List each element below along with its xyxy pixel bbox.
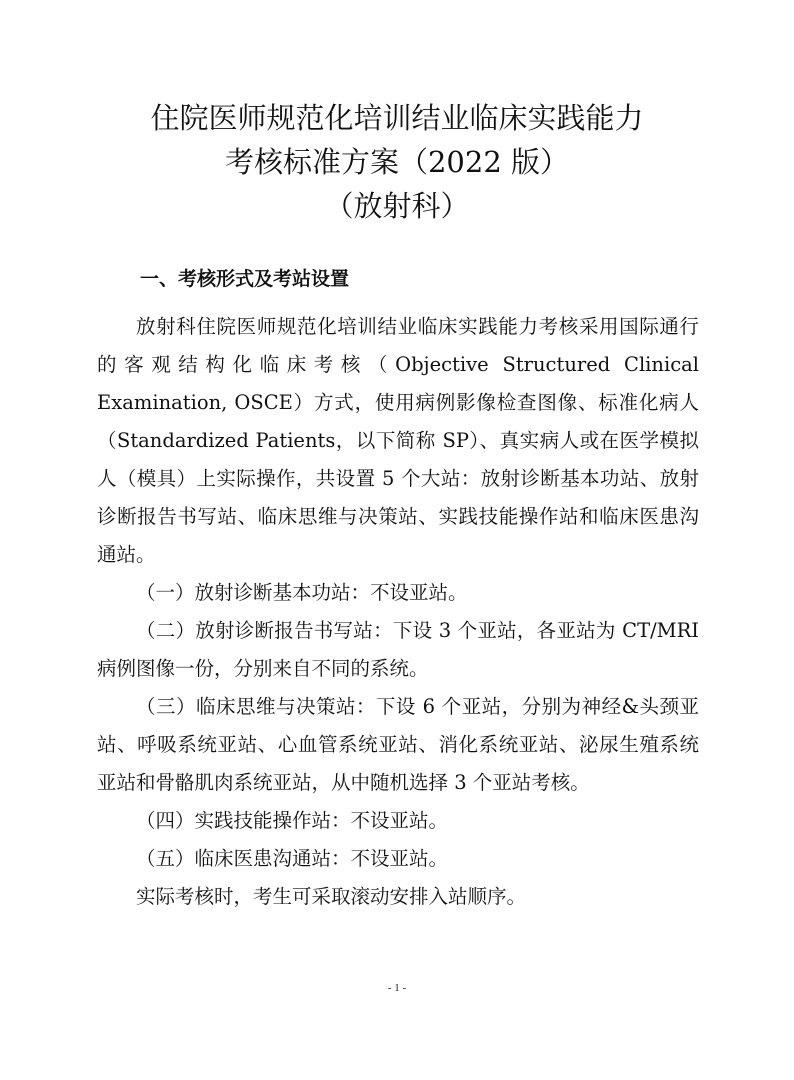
title-line-main: 住院医师规范化培训结业临床实践能力 <box>150 101 644 135</box>
paragraph-station-4: （四）实践技能操作站：不设亚站。 <box>136 809 449 832</box>
document-body <box>97 308 699 916</box>
document-title <box>0 96 794 228</box>
paragraph-station-1: （一）放射诊断基本功站：不设亚站。 <box>136 581 468 604</box>
section-heading: 一、考核形式及考站设置 <box>140 268 350 290</box>
page-number: - 1 - <box>387 982 407 994</box>
paragraph-station-3: （三）临床思维与决策站：下设 6 个亚站，分别为神经&头颈亚站、呼吸系统亚站、心血管系统亚站、消化系统亚站、泌尿生殖系统亚站和骨骼肌肉系统亚站，从中随机选择 3 个亚站考核。 <box>97 695 699 794</box>
paragraph-station-5: （五）临床医患沟通站：不设亚站。 <box>136 847 449 870</box>
title-line-specialty: （放射科） <box>324 189 470 223</box>
paragraph-station-2: （二）放射诊断报告书写站：下设 3 个亚站，各亚站为 CT/MRI 病例图像一份，分别来自不同的系统。 <box>97 619 699 680</box>
title-line-edition: 考核标准方案（2022 版） <box>224 145 570 179</box>
paragraph-rotation-note: 实际考核时，考生可采取滚动安排入站顺序。 <box>136 885 527 908</box>
paragraph-intro: 放射科住院医师规范化培训结业临床实践能力考核采用国际通行的客观结构化临床考核（Objective Structured Clinical Examination, OSCE）方式，使用病例影像检查图像、标准化病人（Standardized Patients，以下简称 SP）、真实病人或在医学模拟人（模具）上实际操作，共设置 5 个大站：放射诊断基本功站、放射诊断报告书写站、临床思维与决策站、实践技能操作站和临床医患沟通站。 <box>97 315 699 566</box>
